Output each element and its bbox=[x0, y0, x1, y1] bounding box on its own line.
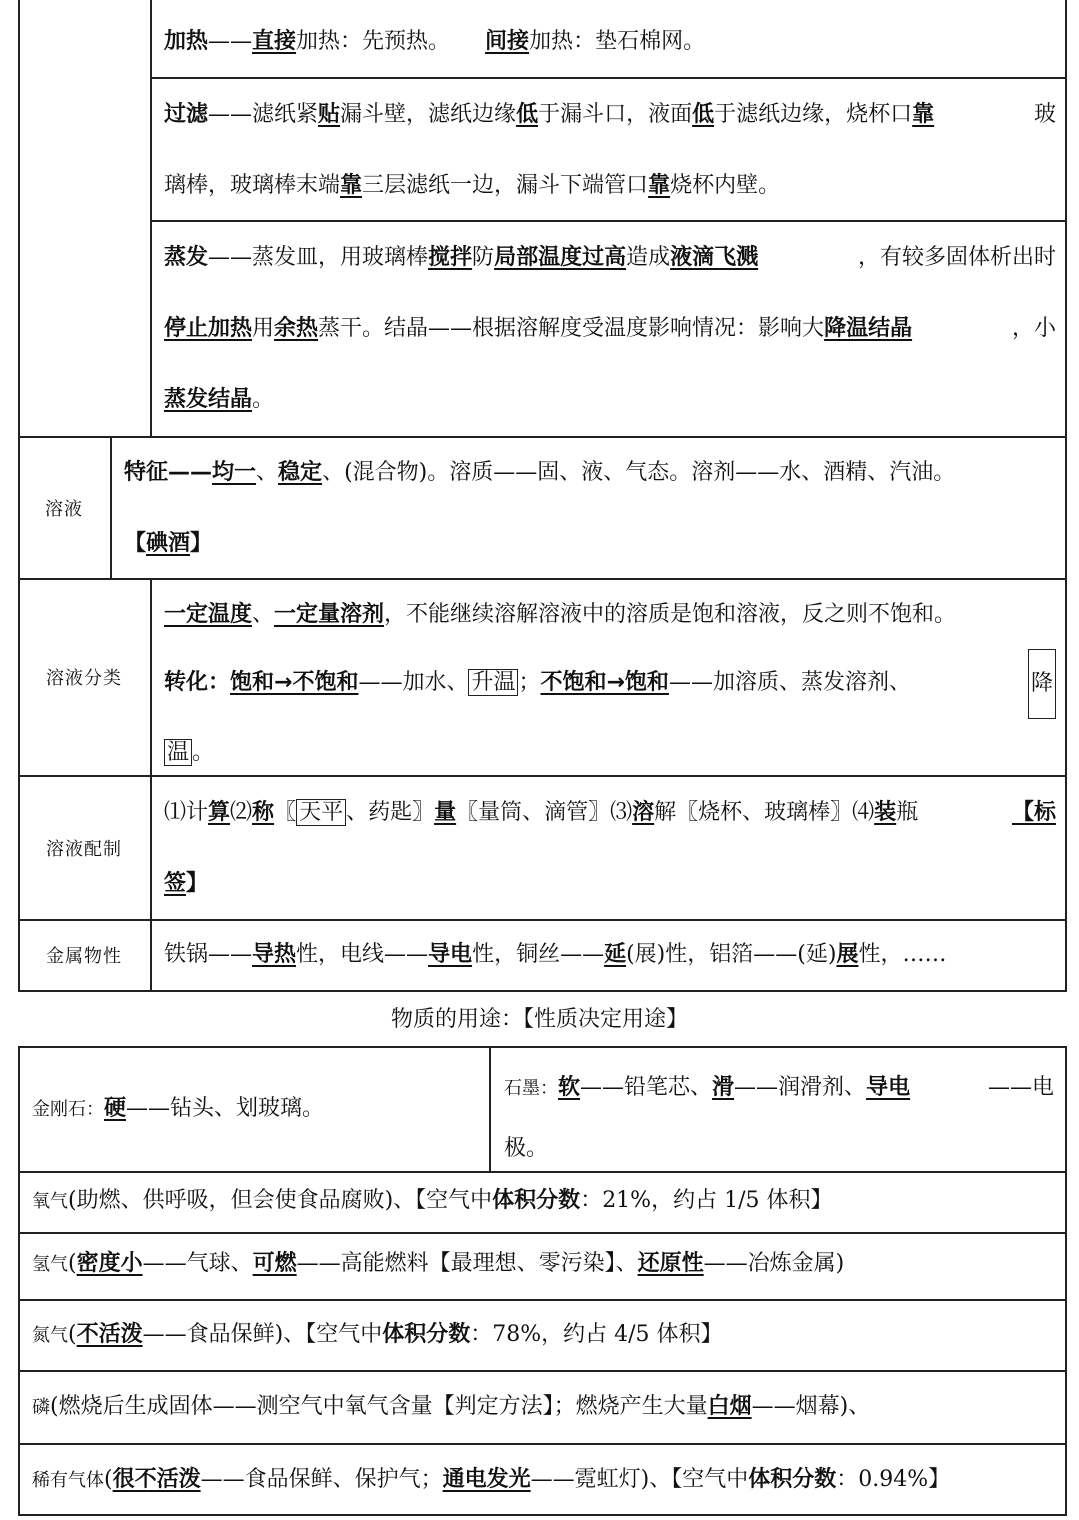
evaporation-text: 蒸发——蒸发皿，用玻璃棒搅拌防局部温度过高造成液滴飞溅 ，有较多固体析出时 停止加热用余热蒸干。结晶——根据溶解度受温度影响情况：影响大降温结晶 ，小 蒸发结晶。 bbox=[164, 245, 1056, 412]
evaporation-term: 蒸发 bbox=[164, 245, 209, 270]
column-divider bbox=[110, 436, 112, 579]
column-divider bbox=[150, 578, 152, 992]
oxygen-row: 氧气(助燃、供呼吸，但会使食品腐败)、【空气中体积分数：21%，约占 1/5 体积】 bbox=[32, 1188, 833, 1213]
phosphorus-row: 磷(燃烧后生成固体——测空气中氧气含量【判定方法】；燃烧产生大量白烟——烟幕)、 bbox=[32, 1394, 871, 1419]
hydrogen-row: 氢气(密度小——气球、可燃——高能燃料【最理想、零污染】、还原性——冶炼金属) bbox=[32, 1251, 845, 1276]
metal-label: 金属物性 bbox=[46, 946, 122, 967]
filter-term: 过滤 bbox=[164, 102, 209, 127]
properties-table bbox=[18, 0, 1067, 992]
noble-gas-row: 稀有气体(很不活泼——食品保鲜、保护气；通电发光——霓虹灯)、【空气中体积分数：0.94%】 bbox=[32, 1467, 951, 1492]
column-divider bbox=[489, 1046, 491, 1172]
boxed-term: 天平 bbox=[296, 799, 346, 826]
classification-text: 一定温度、一定量溶剂，不能继续溶解溶液中的溶质是饱和溶液，反之则不饱和。 转化：饱和→不饱和——加水、 升温 ；不饱和→饱和——加溶质、蒸发溶剂、 降 温 。 bbox=[164, 581, 1056, 787]
diamond-row: 金刚石：硬——钻头、划玻璃。 bbox=[32, 1096, 325, 1121]
solution-label: 溶液 bbox=[45, 498, 83, 520]
boxed-term: 降 bbox=[1028, 649, 1056, 719]
indirect-term: 间接 bbox=[485, 29, 530, 54]
row-divider bbox=[18, 1232, 1067, 1234]
table-border-right bbox=[1065, 1046, 1067, 1516]
table-border-top bbox=[18, 1046, 1067, 1048]
uses-table bbox=[18, 1046, 1067, 1516]
metal-text: 铁锅——导热性，电线——导电性，铜丝——延(展)性，铝箔——(延)展性，…… bbox=[164, 942, 947, 967]
table-border-bottom bbox=[18, 990, 1067, 992]
heating-text: 加热——直接加热：先预热。 间接加热：垫石棉网。 bbox=[164, 29, 706, 54]
classification-label: 溶液分类 bbox=[46, 668, 122, 689]
nitrogen-row: 氮气(不活泼——食品保鲜)、【空气中体积分数：78%，约占 4/5 体积】 bbox=[32, 1322, 723, 1347]
row-divider bbox=[18, 1370, 1067, 1372]
preparation-label: 溶液配制 bbox=[46, 838, 122, 860]
table-border-bottom bbox=[18, 1514, 1067, 1516]
heating-term: 加热 bbox=[164, 29, 209, 54]
row-divider bbox=[18, 1299, 1067, 1301]
filter-text: 过滤——滤纸紧贴漏斗壁，滤纸边缘低于漏斗口，液面低于滤纸边缘，烧杯口靠 玻 璃棒，玻璃棒末端靠三层滤纸一边，漏斗下端管口靠烧杯内壁。 bbox=[164, 102, 1056, 198]
column-divider bbox=[150, 0, 152, 436]
solution-text: 特征——均一、稳定、(混合物)。溶质——固、液、气态。溶剂——水、酒精、汽油。 【碘酒】 bbox=[124, 460, 956, 556]
boxed-term: 温 bbox=[164, 739, 192, 766]
table-border-right bbox=[1065, 0, 1067, 992]
direct-term: 直接 bbox=[252, 29, 297, 54]
graphite-row: 石墨：软——铅笔芯、滑——润滑剂、导电 ——电 极。 bbox=[504, 1075, 1054, 1161]
preparation-text: ⑴计算⑵称〖 天平 、药匙〗量〖量筒、滴管〗⑶溶解〖烧杯、玻璃棒〗⑷装瓶 【标 签】 bbox=[164, 800, 1056, 896]
boxed-term: 升温 bbox=[468, 669, 518, 696]
row-divider bbox=[18, 1443, 1067, 1445]
section-title: 物质的用途：【性质决定用途】 bbox=[390, 1007, 688, 1032]
row-divider bbox=[18, 1171, 1067, 1173]
table-border-left bbox=[18, 1046, 20, 1516]
